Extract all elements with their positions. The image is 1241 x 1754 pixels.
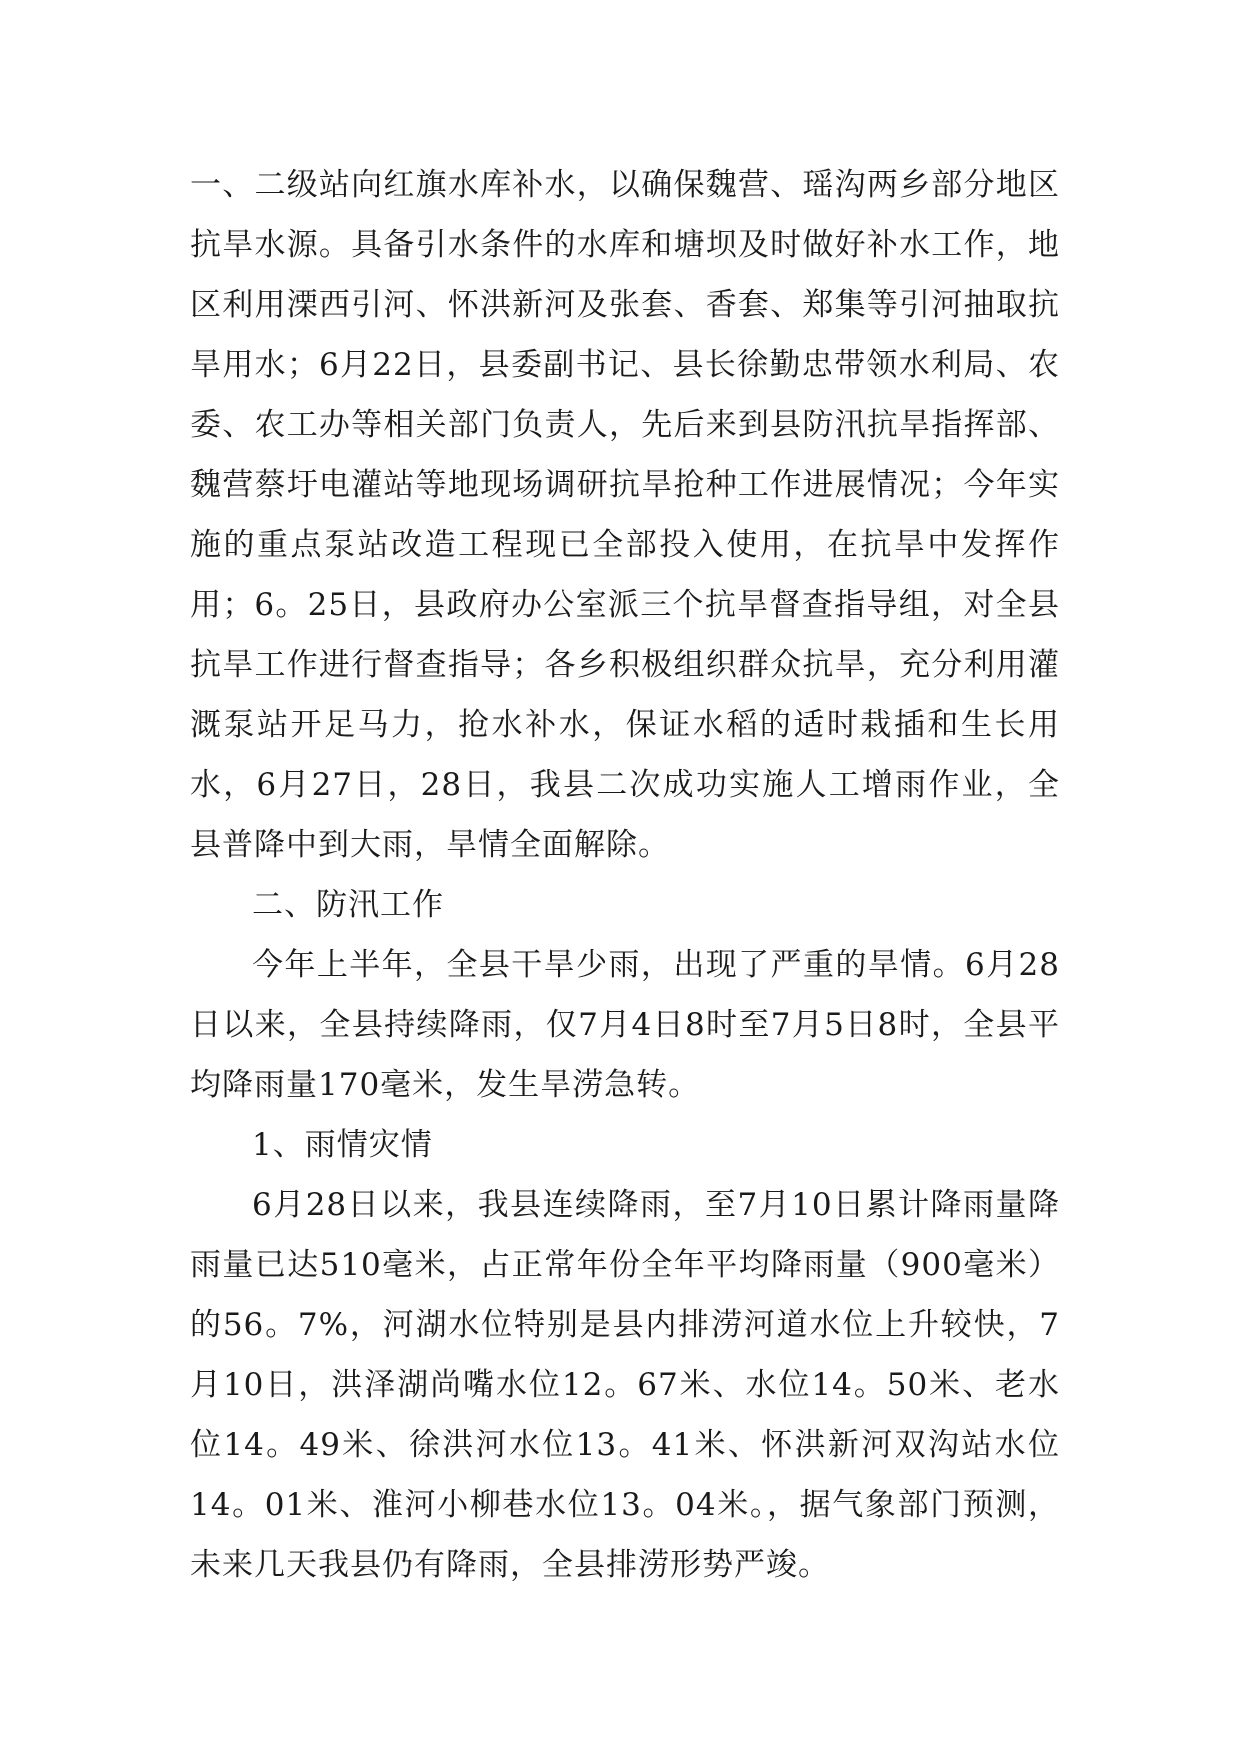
document-body	[190, 155, 1060, 1595]
section-heading-flood-control: 二、防汛工作	[252, 887, 444, 923]
paragraph-drought-relief: 一、二级站向红旗水库补水，以确保魏营、瑶沟两乡部分地区抗旱水源。具备引水条件的水库和塘坝及时做好补水工作，地区利用溧西引河、怀洪新河及张套、香套、郑集等引河抽取抗旱用水；6月22日，县委副书记、县长徐勤忠带领水利局、农委、农工办等相关部门负责人，先后来到县防汛抗旱指挥部、魏营蔡圩电灌站等地现场调研抗旱抢种工作进展情况；今年实施的重点泵站改造工程现已全部投入使用，在抗旱中发挥作用；6。25日，县政府办公室派三个抗旱督查指导组，对全县抗旱工作进行督查指导；各乡积极组织群众抗旱，充分利用灌溉泵站开足马力，抢水补水，保证水稻的适时栽插和生长用水，6月27日，28日，我县二次成功实施人工增雨作业，全县普降中到大雨，旱情全面解除。	[190, 167, 1060, 863]
paragraph-rainfall-water-levels: 6月28日以来，我县连续降雨，至7月10日累计降雨量降雨量已达510毫米，占正常年份全年平均降雨量（900毫米）的56。7%，河湖水位特别是县内排涝河道水位上升较快，7月10日，洪泽湖尚嘴水位12。67米、水位14。50米、老水位14。49米、徐洪河水位13。41米、怀洪新河双沟站水位14。01米、淮河小柳巷水位13。04米。，据气象部门预测，未来几天我县仍有降雨，全县排涝形势严竣。	[190, 1187, 1060, 1583]
subheading-rain-disaster: 1、雨情灾情	[252, 1127, 433, 1163]
paragraph-flood-overview: 今年上半年，全县干旱少雨，出现了严重的旱情。6月28日以来，全县持续降雨，仅7月4日8时至7月5日8时，全县平均降雨量170毫米，发生旱涝急转。	[190, 947, 1060, 1103]
